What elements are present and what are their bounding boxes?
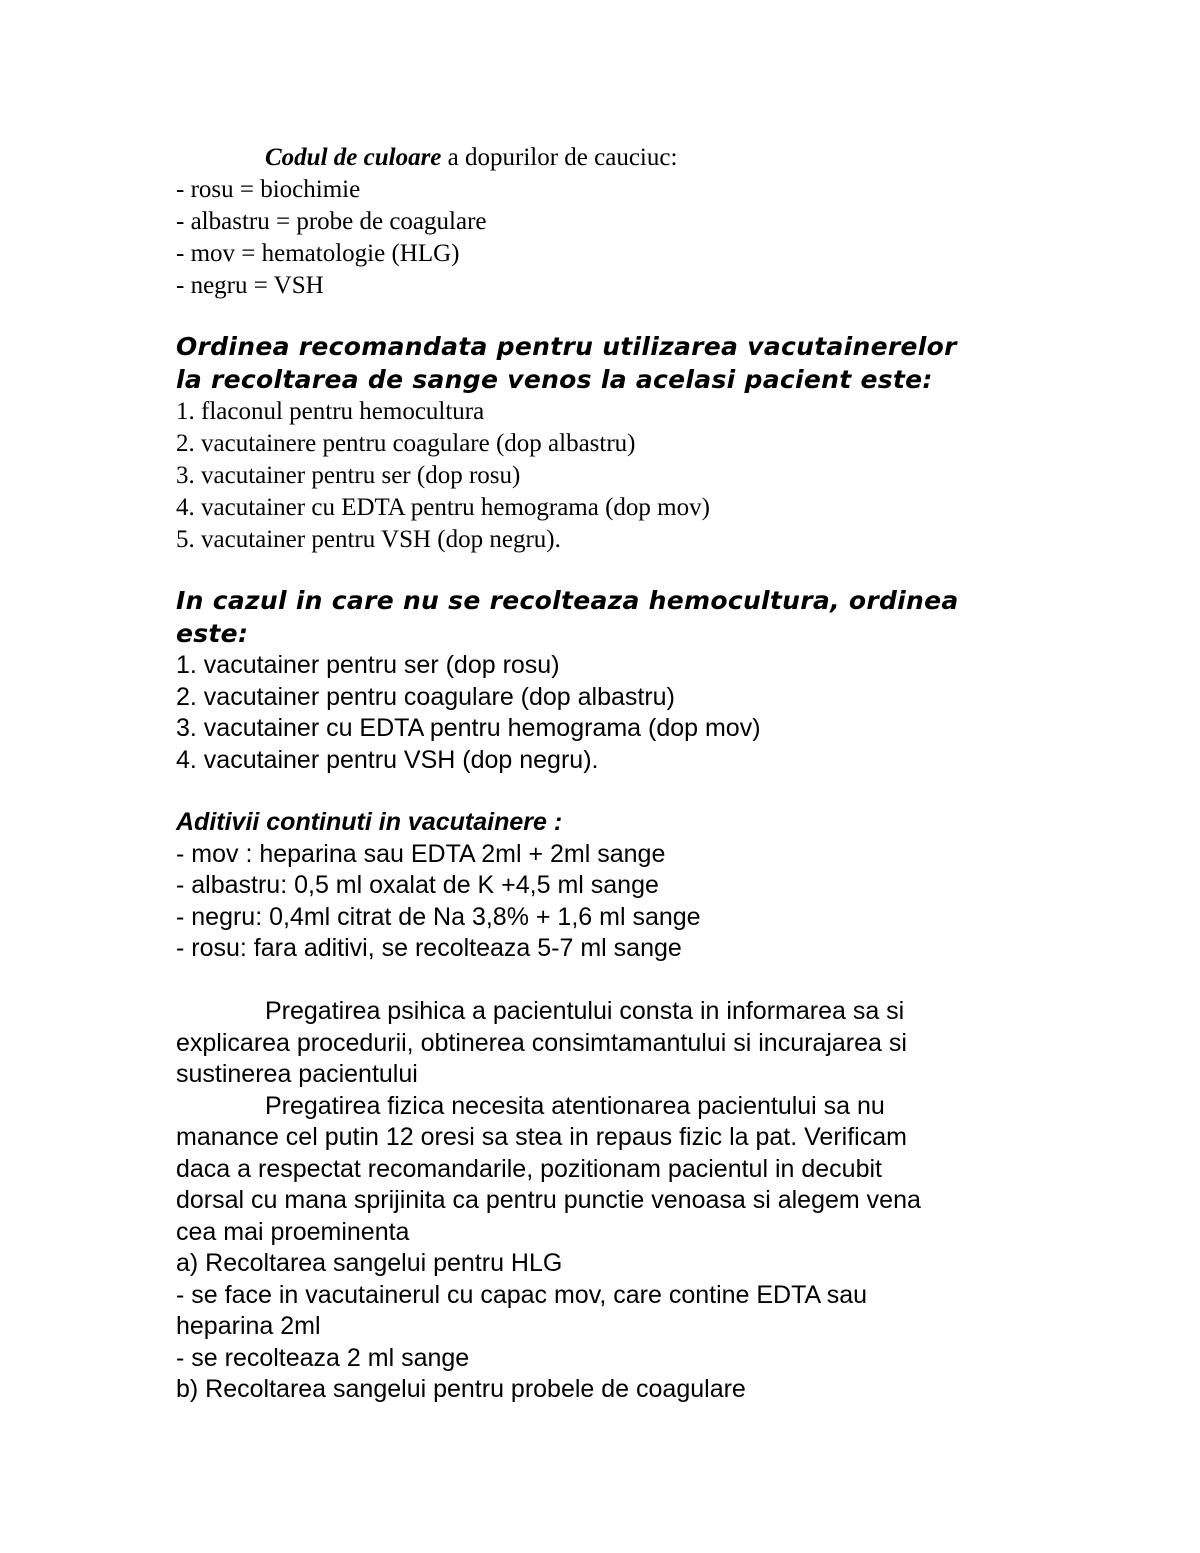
order-no-culture-section (176, 584, 1036, 776)
list-item: 2. vacutainer pentru coagulare (dop albastru) (176, 682, 675, 711)
paragraph-line: daca a respectat recomandarile, pozitionam pacientul in decubit (176, 1154, 882, 1183)
additives-heading: Aditivii continuti in vacutainere : (176, 808, 563, 836)
paragraph-line: manance cel putin 12 oresi sa stea in repaus fizic la pat. Verificam (176, 1123, 907, 1151)
list-item: - negru: 0,4ml citrat de Na 3,8% + 1,6 ml sange (176, 902, 701, 931)
color-code-item: - rosu = biochimie (176, 176, 361, 203)
order-recommended-heading-line1: Ordinea recomandata pentru utilizarea vacutainerelor (176, 332, 957, 361)
list-item: - rosu: fara aditivi, se recolteaza 5-7 ml sange (176, 934, 682, 962)
paragraph-line: Pregatirea fizica necesita atentionarea pacientului sa nu (265, 1091, 885, 1120)
paragraph-line: - se face in vacutainerul cu capac mov, care contine EDTA sau (176, 1280, 868, 1309)
paragraph-line: sustinerea pacientului (176, 1060, 418, 1088)
order-recommended-heading-line2: la recoltarea de sange venos la acelasi pacient este: (176, 365, 933, 394)
list-item: - mov : heparina sau EDTA 2ml + 2ml sange (176, 839, 666, 868)
paragraph-line: b) Recoltarea sangelui pentru probele de coagulare (176, 1375, 746, 1403)
color-code-title-rest: a dopurilor de cauciuc: (441, 144, 678, 171)
color-code-section (176, 142, 1036, 302)
color-code-title-emphasis: Codul de culoare (265, 144, 442, 171)
order-recommended-section (176, 330, 1036, 556)
list-item: 4. vacutainer cu EDTA pentru hemograma (dop mov) (176, 494, 710, 521)
list-item: 1. flaconul pentru hemocultura (176, 398, 485, 425)
color-code-item: - mov = hematologie (HLG) (176, 240, 460, 267)
additives-section (176, 807, 1036, 965)
list-item: 1. vacutainer pentru ser (dop rosu) (176, 651, 560, 679)
order-no-culture-heading-line2: este: (176, 619, 249, 648)
color-code-item: - negru = VSH (176, 272, 324, 299)
paragraph-line: - se recolteaza 2 ml sange (176, 1343, 470, 1372)
paragraph-line: a) Recoltarea sangelui pentru HLG (176, 1249, 563, 1277)
color-code-item: - albastru = probe de coagulare (176, 208, 487, 235)
paragraph-line: cea mai proeminenta (176, 1217, 410, 1246)
list-item: 5. vacutainer pentru VSH (dop negru). (176, 526, 561, 553)
list-item: 3. vacutainer pentru ser (dop rosu) (176, 462, 521, 489)
order-recommended-list (176, 396, 1036, 556)
paragraph-line: Pregatirea psihica a pacientului consta in informarea sa si (265, 997, 905, 1025)
color-code-title (176, 142, 1036, 174)
list-item: - albastru: 0,5 ml oxalat de K +4,5 ml sange (176, 871, 659, 899)
order-no-culture-list (176, 650, 1036, 776)
paragraph-line: heparina 2ml (176, 1312, 321, 1340)
paragraph-line: explicarea procedurii, obtinerea consimtamantului si incurajarea si (176, 1028, 907, 1057)
list-item: 4. vacutainer pentru VSH (dop negru). (176, 745, 599, 774)
order-no-culture-heading-line1: In cazul in care nu se recolteaza hemocultura, ordinea (176, 586, 959, 615)
preparation-section (176, 996, 1036, 1406)
list-item: 2. vacutainere pentru coagulare (dop albastru) (176, 430, 636, 457)
list-item: 3. vacutainer cu EDTA pentru hemograma (dop mov) (176, 714, 761, 742)
paragraph-line: dorsal cu mana sprijinita ca pentru punctie venoasa si alegem vena (176, 1186, 921, 1214)
